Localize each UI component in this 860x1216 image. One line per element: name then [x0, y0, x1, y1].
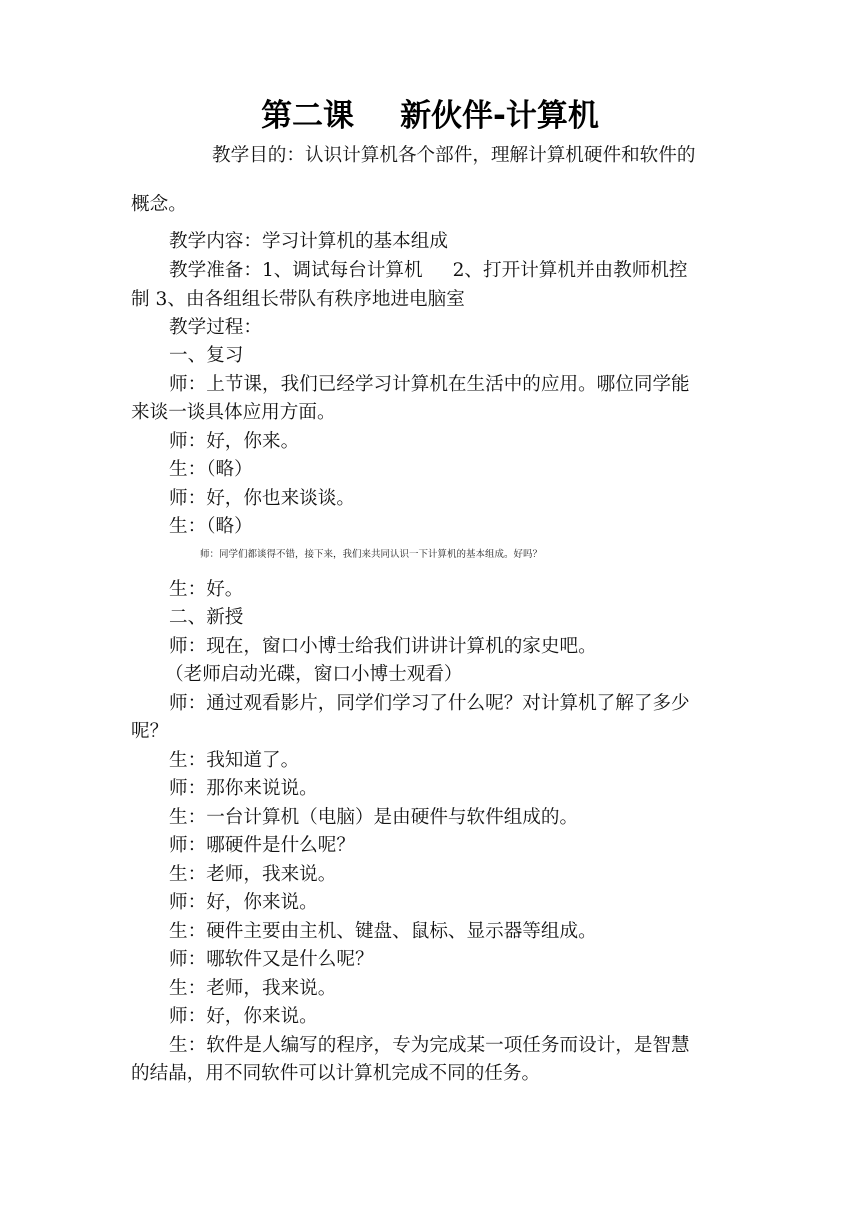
dialogue-line: 生：老师，我来说。 [169, 978, 337, 999]
dialogue-line: 生：一台计算机（电脑）是由硬件与软件组成的。 [169, 807, 579, 828]
dialogue-line: 呢？ [131, 721, 169, 742]
dialogue-line: 师：哪硬件是什么呢？ [169, 835, 355, 856]
title-lesson-number: 第二课 [261, 98, 355, 134]
dialogue-line: 生：软件是人编写的程序，专为完成某一项任务而设计，是智慧 [169, 1035, 690, 1056]
dialogue-line: 师：通过观看影片，同学们学习了什么呢？对计算机了解了多少 [169, 693, 690, 714]
dialogue-line: （老师启动光碟，窗口小博士观看） [165, 664, 463, 685]
dialogue-line: 师：哪软件又是什么呢？ [169, 949, 374, 970]
dialogue-line: 师：上节课，我们已经学习计算机在生活中的应用。哪位同学能 [169, 374, 690, 395]
dialogue-line: 来谈一谈具体应用方面。 [131, 402, 336, 423]
review-heading: 一、复习 [169, 345, 244, 366]
dialogue-line: 生：好。 [169, 579, 244, 600]
dialogue-line: 师：好，你也来谈谈。 [169, 488, 355, 509]
dialogue-line: 生：老师，我来说。 [169, 864, 337, 885]
dialogue-line: 生：（略） [169, 459, 253, 480]
process-label: 教学过程： [169, 317, 262, 338]
preparation-line-2: 制 3、由各组组长带队有秩序地进电脑室 [131, 289, 465, 310]
preparation-line-1 [169, 257, 688, 285]
title-lesson-name: 新伙伴-计算机 [400, 98, 599, 134]
dialogue-line: 师：现在，窗口小博士给我们讲讲计算机的家史吧。 [169, 636, 597, 657]
new-section-heading: 二、新授 [169, 607, 244, 628]
dialogue-line: 师：好，你来说。 [169, 1006, 318, 1027]
content-line: 教学内容：学习计算机的基本组成 [169, 231, 448, 252]
objective-line-2: 概念。 [131, 194, 187, 215]
small-note-line: 师：同学们都谈得不错，接下来，我们来共同认识一下计算机的基本组成。好吗？ [200, 549, 543, 560]
dialogue-line: 生：硬件主要由主机、键盘、鼠标、显示器等组成。 [169, 921, 597, 942]
dialogue-line: 生：（略） [169, 516, 253, 537]
objective-line-1: 教学目的：认识计算机各个部件，理解计算机硬件和软件的 [212, 145, 696, 166]
dialogue-line: 师：那你来说说。 [169, 778, 318, 799]
dialogue-line: 师：好，你来。 [169, 431, 300, 452]
dialogue-line: 的结晶，用不同软件可以计算机完成不同的任务。 [131, 1063, 541, 1084]
preparation-item-2: 2、打开计算机并由教师机控 [452, 260, 688, 281]
page-title [0, 94, 860, 138]
preparation-item-1: 教学准备：1、调试每台计算机 [169, 260, 423, 281]
dialogue-line: 师：好，你来说。 [169, 892, 318, 913]
dialogue-line: 生：我知道了。 [169, 750, 300, 771]
